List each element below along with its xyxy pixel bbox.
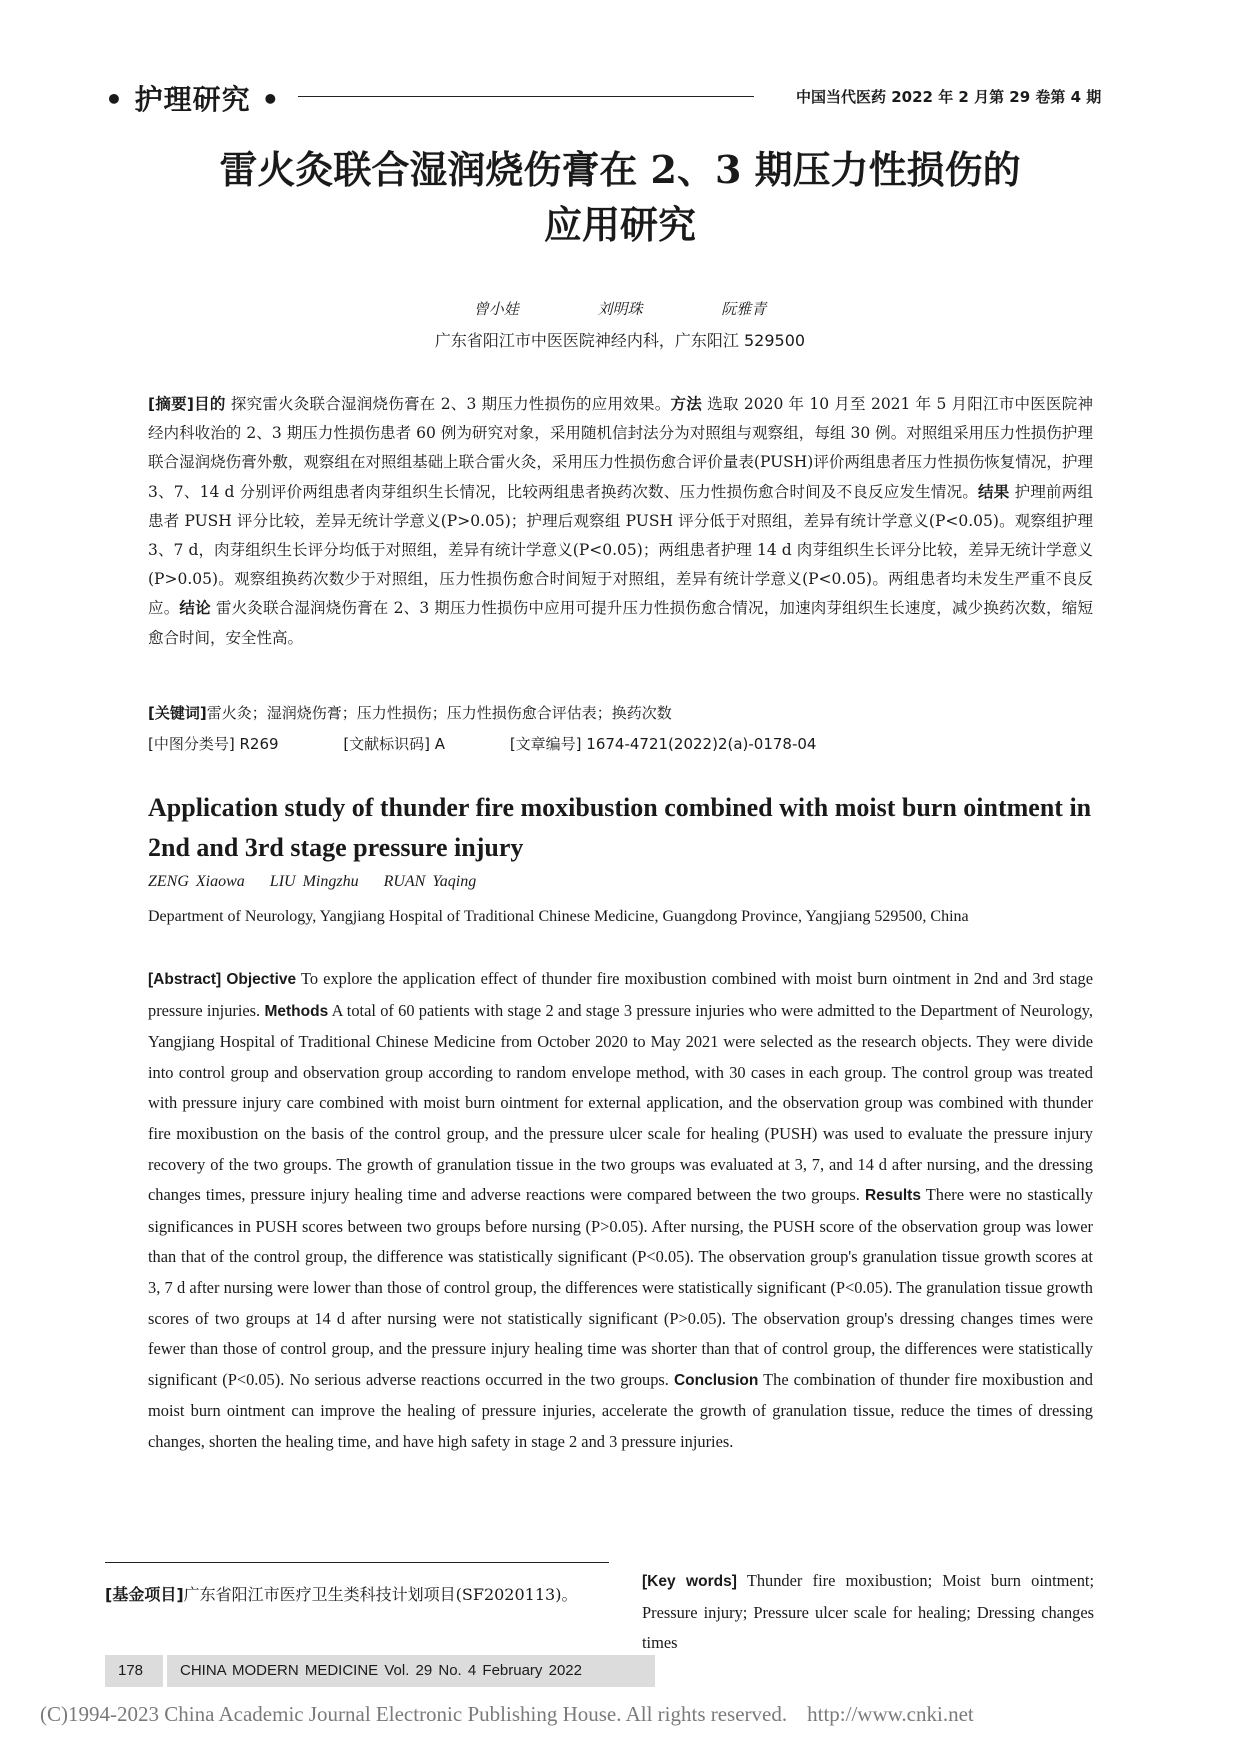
objective-label: 目的 — [193, 395, 226, 413]
keywords-en — [642, 1566, 1094, 1659]
journal-issue-info: 中国当代医药 2022 年 2 月第 29 卷第 4 期 — [796, 88, 1102, 106]
objective-label: Objective — [226, 971, 297, 988]
footer-journal-info: CHINA MODERN MEDICINE Vol. 29 No. 4 February 2022 — [180, 1662, 582, 1679]
title-line-2: 应用研究 — [543, 202, 696, 247]
affiliation-cn: 广东省阳江市中医医院神经内科，广东阳江 529500 — [434, 331, 806, 350]
abstract-label: [Abstract] — [148, 971, 222, 988]
copyright-text: (C)1994-2023 China Academic Journal Electronic Publishing House. All rights reserved. — [40, 1702, 788, 1726]
footnote-rule — [105, 1562, 609, 1563]
page-footer-separator — [163, 1655, 167, 1687]
fund-label: [基金项目] — [105, 1585, 184, 1604]
authors-en — [148, 873, 494, 891]
cnki-link[interactable]: http://www.cnki.net — [807, 1702, 974, 1726]
keywords-label: [Key words] — [642, 1573, 737, 1590]
results-text: 护理前两组患者 PUSH 评分比较，差异无统计学意义(P>0.05)；护理后观察组 PUSH 评分低于对照组，差异有统计学意义(P<0.05)。观察组护理 3、7 d，肉芽组织生长评分均低于对照组，差异有统计学意义(P<0.05)；两组患者护理 14 d 肉芽组织生长评分比较，差异无统计学意义(P>0.05)。观察组换药次数少于对照组，压力性损伤愈合时间短于对照组，差异有统计学意义(P<0.05)。两组患者均未发生严重不良反应。 — [148, 482, 1093, 618]
conclusion-label: Conclusion — [673, 1371, 759, 1389]
keywords-label: [关键词] — [148, 704, 207, 722]
conclusion-text: The combination of thunder fire moxibustion and moist burn ointment can improve the healing of pressure injuries, accelerate the growth of granulation tissue, reduce the times of dressing changes, shorten the healing time, and have high safety in stage 2 and 3 pressure injuries. — [148, 1369, 1093, 1451]
author-name: ZENG Xiaowa — [148, 873, 245, 890]
article-number: [文章编号] 1674-4721(2022)2(a)-0178-04 — [509, 735, 817, 753]
authors-cn — [120, 298, 1120, 319]
paper-title-cn — [120, 142, 1120, 252]
paper-title-en: Application study of thunder fire moxibustion combined with moist burn ointment in 2nd and 3rd stage pressure injury — [148, 793, 1092, 862]
affiliation-en: Department of Neurology, Yangjiang Hospital of Traditional Chinese Medicine, Guangdong Province, Yangjiang 529500, China — [148, 908, 969, 925]
header-rule — [298, 96, 754, 97]
keywords-text: 雷火灸；湿润烧伤膏；压力性损伤；压力性损伤愈合评估表；换药次数 — [206, 704, 672, 722]
abstract-cn — [148, 390, 1093, 653]
classification-line — [148, 733, 1093, 754]
conclusion-text: 雷火灸联合湿润烧伤膏在 2、3 期压力性损伤中应用可提升压力性损伤愈合情况，加速肉芽组织生长速度，减少换药次数，缩短愈合时间，安全性高。 — [148, 599, 1093, 647]
title-line-1: 雷火灸联合湿润烧伤膏在 2、3 期压力性损伤的 — [219, 147, 1021, 192]
abstract-en — [148, 964, 1093, 1458]
author-name: 曾小娃 — [473, 300, 519, 318]
keywords-text: Thunder fire moxibustion; Moist burn ointment; Pressure injury; Pressure ulcer scale for healing; Dressing changes times — [642, 1571, 1095, 1653]
methods-label: Methods — [264, 1002, 329, 1020]
results-label: 结果 — [978, 482, 1010, 501]
methods-text: 选取 2020 年 10 月至 2021 年 5 月阳江市中医医院神经内科收治的 2、3 期压力性损伤患者 60 例为研究对象，采用随机信封法分为对照组与观察组，每组 30 例。对照组采用压力性损伤护理联合湿润烧伤膏外敷，观察组在对照组基础上联合雷火灸，采用压力性损伤愈合评价量表(PUSH)评价两组患者压力性损伤恢复情况，护理 3、7、14 d 分别评价两组患者肉芽组织生长情况，比较两组患者换药次数、压力性损伤愈合时间及不良反应发生情况。 — [148, 395, 1093, 501]
objective-text: To explore the application effect of thunder fire moxibustion combined with moist burn ointment in 2nd and 3rd stage pressure injuries. — [148, 969, 1093, 1020]
objective-text: 探究雷火灸联合湿润烧伤膏在 2、3 期压力性损伤的应用效果。 — [225, 395, 671, 413]
conclusion-label: 结论 — [179, 599, 211, 618]
author-name: LIU Mingzhu — [269, 873, 359, 890]
fund-text: 广东省阳江市医疗卫生类科技计划项目(SF2020113)。 — [183, 1585, 578, 1604]
methods-label: 方法 — [670, 395, 703, 413]
document-code: [文献标识码] A — [343, 735, 446, 753]
results-text: There were no stastically significances in PUSH scores between two groups before nursing (P>0.05). After nursing, the PUSH score of the observation group was lower than that of the control group, the difference was statistically significant (P<0.05). The observation group's granulation tissue growth scores at 3, 7 d after nursing were lower than those of control group, the differences were statistically significant (P<0.05). The granulation tissue growth scores of two groups at 14 d after nursing were not statistically significant (P>0.05). The observation group's dressing changes times were fewer than those of control group, and the pressure injury healing time was shorter than that of control group, the differences were statistically significant (P<0.05). No serious adverse reactions occurred in the two groups. — [148, 1185, 1093, 1389]
page-number: 178 — [118, 1662, 144, 1679]
fund-note — [105, 1580, 605, 1610]
clc-number: [中图分类号] R269 — [148, 735, 279, 753]
results-label: Results — [864, 1187, 921, 1205]
author-name: RUAN Yaqing — [383, 873, 477, 890]
abstract-label: [摘要] — [148, 395, 194, 413]
copyright-watermark — [0, 1702, 1240, 1727]
keywords-cn — [148, 702, 1093, 723]
methods-text: A total of 60 patients with stage 2 and stage 3 pressure injuries who were admitted to the Department of Neurology, Yangjiang Hospital of Traditional Chinese Medicine from October 2020 to May 2021 were selected as the research objects. They were divide into control group and observation group according to random envelope method, with 30 cases in each group. The control group was treated with pressure injury care combined with moist burn ointment for external application, and the observation group was combined with thunder fire moxibustion on the basis of the control group, and the pressure ulcer scale for healing (PUSH) was used to evaluate the pressure injury recovery of the two groups. The growth of granulation tissue in the two groups was evaluated at 3, 7, and 14 d after nursing, and the dressing changes times, pressure injury healing time and adverse reactions were compared between the two groups. — [148, 1000, 1093, 1205]
section-label: • 护理研究 • — [105, 83, 281, 116]
author-name: 阮雅青 — [721, 300, 767, 318]
author-name: 刘明珠 — [597, 300, 643, 318]
